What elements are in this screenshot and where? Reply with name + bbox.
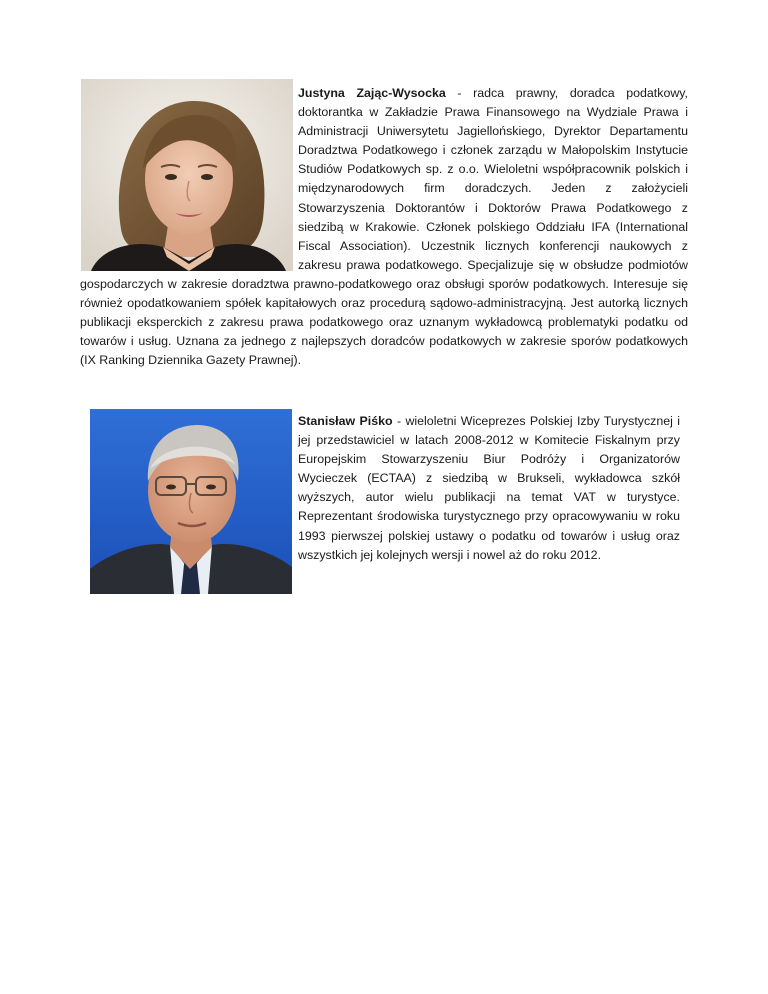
portrait-photo-man	[90, 409, 292, 594]
bio-text: wieloletni Wiceprezes Polskiej Izby Turystycznej i jej przedstawiciel w latach 2008-2012 w Komitecie Fiskalnym przy Europejskim Stowarzyszeniu Biur Podróży i Organizatorów Wycieczek (ECTAA) z siedzibą w Brukseli, wykładowca szkół wyższych, autor wielu publikacji na temat VAT w turystyce. Reprezentant środowiska turystycznego przy opracowywaniu w roku 1993 pierwszej polskiej ustawy o podatku od towarów i usług oraz wszystkich jej kolejnych wersji i nowel aż do roku 2012.	[298, 414, 681, 562]
bio-separator: -	[445, 86, 474, 100]
bio-separator: -	[392, 414, 406, 428]
bio-text: radca prawny, doradca podatkowy, doktorantka w Zakładzie Prawa Finansowego na Wydziale Prawa i Administracji Uniwersytetu Jagiellońskiego, Dyrektor Departamentu Doradztwa Podatkowego i członek zarządu w Małopolskim Instytucie Studiów Podatkowych sp. z o.o. Wieloletni współpracownik polskich i międzynarodowych firm doradczych. Jeden z założycieli Stowarzyszenia Doktorantów i Doktorów Prawa Podatkowego z siedzibą w Krakowie. Członek polskiego Oddziału IFA (International Fiscal Association). Uczestnik licznych konferencji naukowych z zakresu prawa podatkowego. Specjalizuje się w obsłudze podmiotów gospodarczych w zakresie doradztwa prawno-podatkowego oraz obsługi sporów podatkowych. Interesuje się również opodatkowaniem spółek kapitałowych oraz procedurą sądowo-administracyjną. Jest autorką licznych publikacji eksperckich z zakresu prawa podatkowego oraz uznanym wykładowcą problematyki podatku od towarów i usług. Uznana za jednego z najlepszych doradców podatkowych w zakresie sporów podatkowych (IX Ranking Dziennika Gazety Prawnej).	[80, 86, 689, 368]
bio-stanislaw-pisko	[298, 412, 680, 565]
bio-name: Justyna Zając-Wysocka	[298, 86, 446, 100]
bio-name: Stanisław Piśko	[298, 414, 393, 428]
photo-float-space	[80, 84, 298, 274]
bio-justyna-zajac-wysocka	[80, 84, 688, 370]
